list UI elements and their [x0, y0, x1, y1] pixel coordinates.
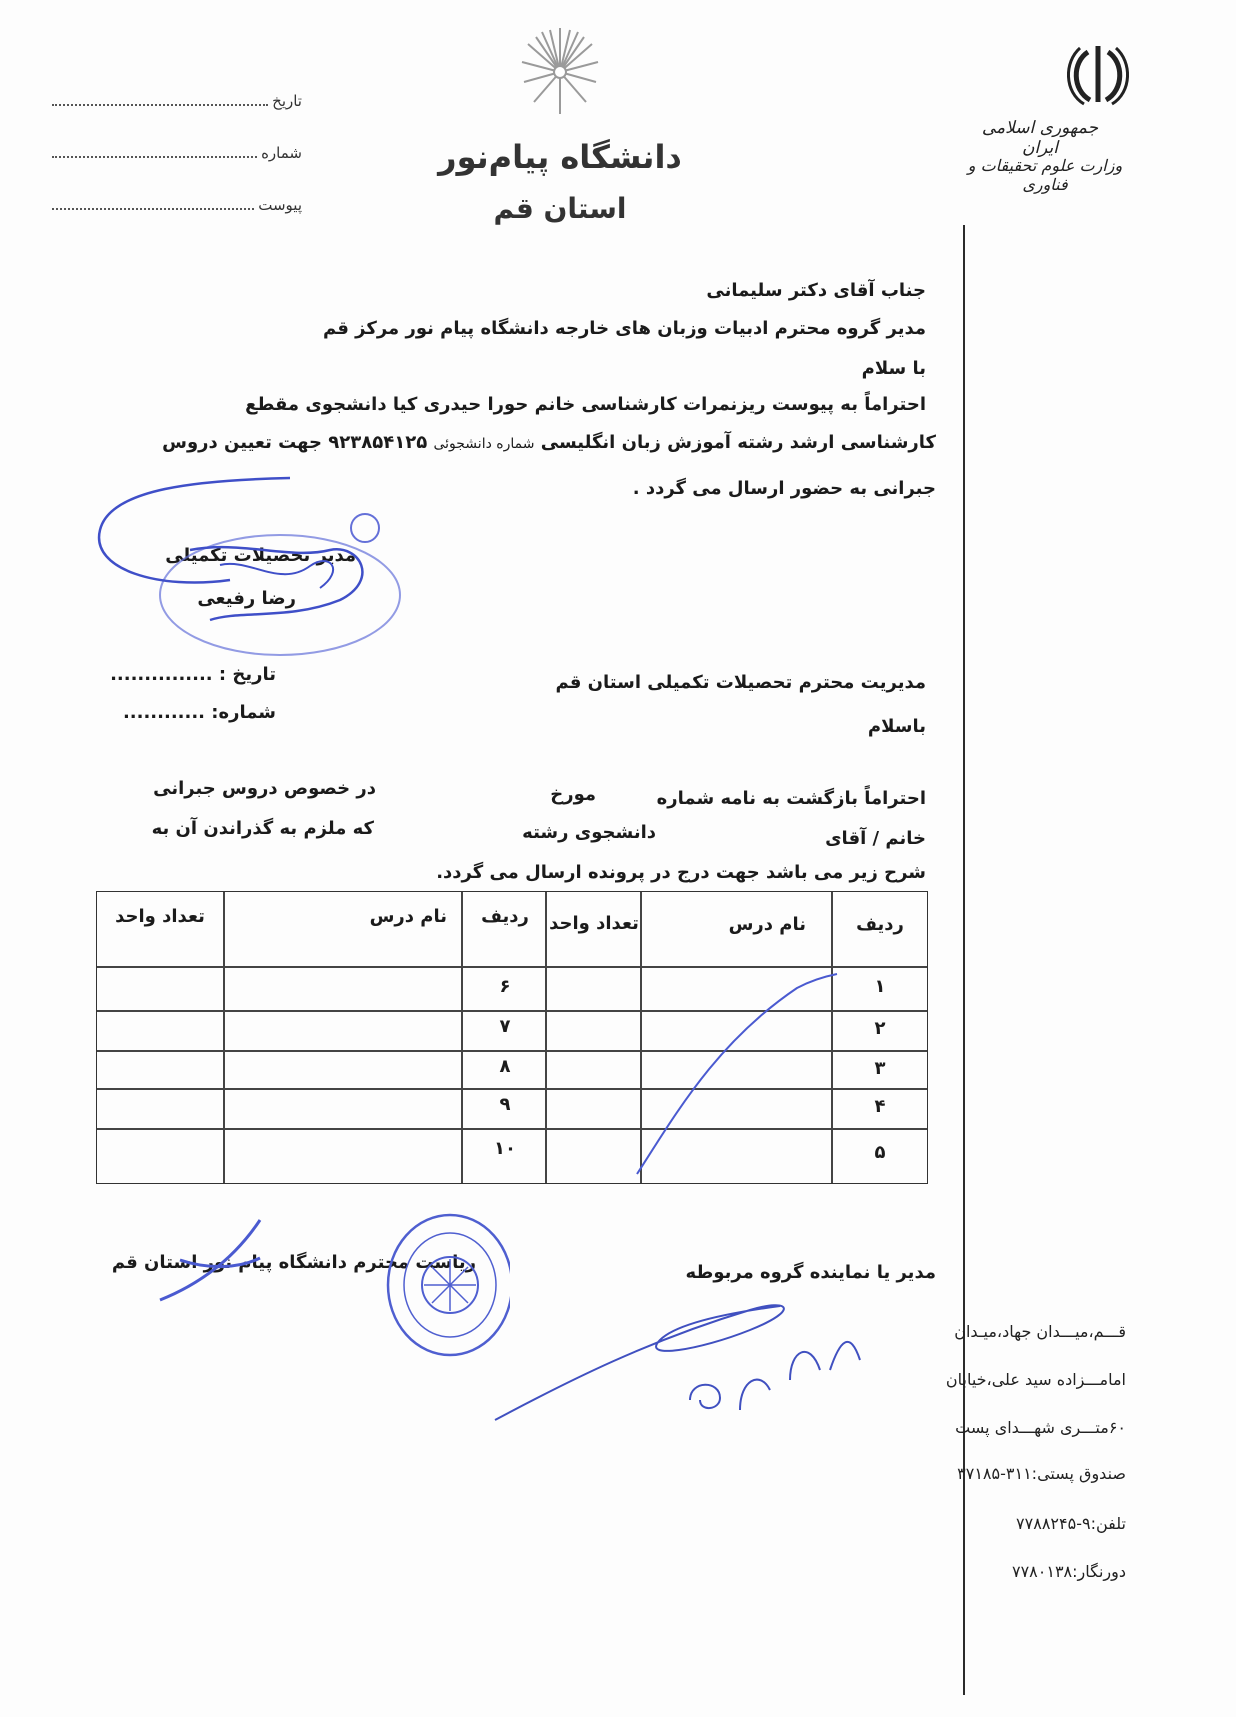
signer-name: رضا رفیعی [197, 588, 296, 609]
row-number: ۶ [499, 976, 511, 997]
header-units-left: تعداد واحد [115, 906, 205, 927]
recipient: جناب آقای دکتر سلیمانی [706, 280, 926, 301]
university-name: دانشگاه پیام‌نور [438, 138, 682, 176]
header-units-right: تعداد واحد [549, 913, 639, 934]
iran-emblem-icon [1058, 40, 1138, 110]
fax: دورنگار:۷۷۸۰۱۳۸ [1011, 1562, 1126, 1581]
header-row-left: ردیف [481, 906, 529, 927]
row-number: ۲ [874, 1018, 886, 1039]
header-row-right: ردیف [856, 914, 904, 935]
row-number: ۹ [499, 1094, 511, 1115]
signer-title: مدیر تحصیلات تکمیلی [165, 545, 356, 566]
greeting: با سلام [861, 358, 926, 379]
strike-through-mark [97, 892, 927, 1183]
address-line-2: امامـــزاده سید علی،خیابان [945, 1370, 1126, 1389]
header-course-right: نام درس [728, 914, 806, 935]
stamp-signature-2 [120, 1210, 510, 1370]
row-number: ۱ [874, 976, 886, 997]
reply-greeting: باسلام [867, 716, 926, 737]
reply-number: شماره: ............ [122, 702, 276, 723]
row-number: ۳ [874, 1058, 886, 1079]
row-number: ۱۰ [494, 1138, 516, 1159]
attachment-field: پیوست [52, 196, 302, 248]
row-number: ۸ [499, 1056, 511, 1077]
body-line-1: احتراماً به پیوست ریزنمرات کارشناسی خانم حورا حیدری کیا دانشجوی مقطع [245, 394, 926, 415]
number-field: شماره [52, 144, 302, 196]
row-number: ۵ [874, 1142, 886, 1163]
body-line-2: کارشناسی ارشد رشته آموزش زبان انگلیسی شماره دانشجوئی ۹۲۳۸۵۴۱۲۵ جهت تعیین دروس [162, 432, 936, 453]
reply-line-2b: دانشجوی رشته [522, 822, 656, 843]
handwritten-signature [490, 1280, 890, 1430]
ministry-title: وزارت علوم تحقیقات و فناوری [967, 156, 1123, 194]
reply-date: تاریخ : ............... [110, 664, 276, 685]
university-province: استان قم [493, 192, 627, 225]
date-field: تاریخ [52, 92, 302, 144]
row-number: ۷ [499, 1016, 511, 1037]
recipient-title: مدیر گروه محترم ادبیات وزبان های خارجه دانشگاه پیام نور مرکز قم [323, 318, 926, 339]
address-line-1: قـــم،میـــدان جهاد،میـدان [954, 1322, 1126, 1341]
university-logo-icon [520, 22, 600, 122]
reply-line-1c: در خصوص دروس جبرانی [153, 778, 376, 799]
reply-line-1b: مورخ [550, 784, 596, 805]
stamp-signature-1 [80, 470, 440, 690]
postal-box: صندوق پستی:۳۱۱-۳۷۱۸۵ [957, 1464, 1126, 1483]
reply-line-3: شرح زیر می باشد جهت درج در پرونده ارسال می گردد. [436, 862, 926, 883]
group-rep-label: مدیر یا نماینده گروه مربوطه [685, 1262, 936, 1283]
address-line-3: ۶۰متـــری شهـــدای پست [955, 1418, 1126, 1437]
republic-title: جمهوری اسلامی ایران [981, 118, 1099, 158]
body-line-3: جبرانی به حضور ارسال می گردد . [632, 478, 936, 499]
courses-table [96, 891, 928, 1184]
reply-line-2a: خانم / آقای [825, 828, 926, 849]
phone: تلفن:۹-۷۷۸۸۲۴۵ [1016, 1514, 1126, 1533]
reply-line-2c: که ملزم به گذراندن آن به [151, 818, 374, 839]
reply-line-1a: احتراماً بازگشت به نامه شماره [656, 788, 926, 809]
header-course-left: نام درس [369, 906, 447, 927]
university-head-label: ریاست محترم دانشگاه پیام نور استان قم [111, 1252, 476, 1273]
header-fields [52, 92, 302, 248]
row-number: ۴ [874, 1096, 886, 1117]
reply-to: مدیریت محترم تحصیلات تکمیلی استان قم [555, 672, 926, 693]
